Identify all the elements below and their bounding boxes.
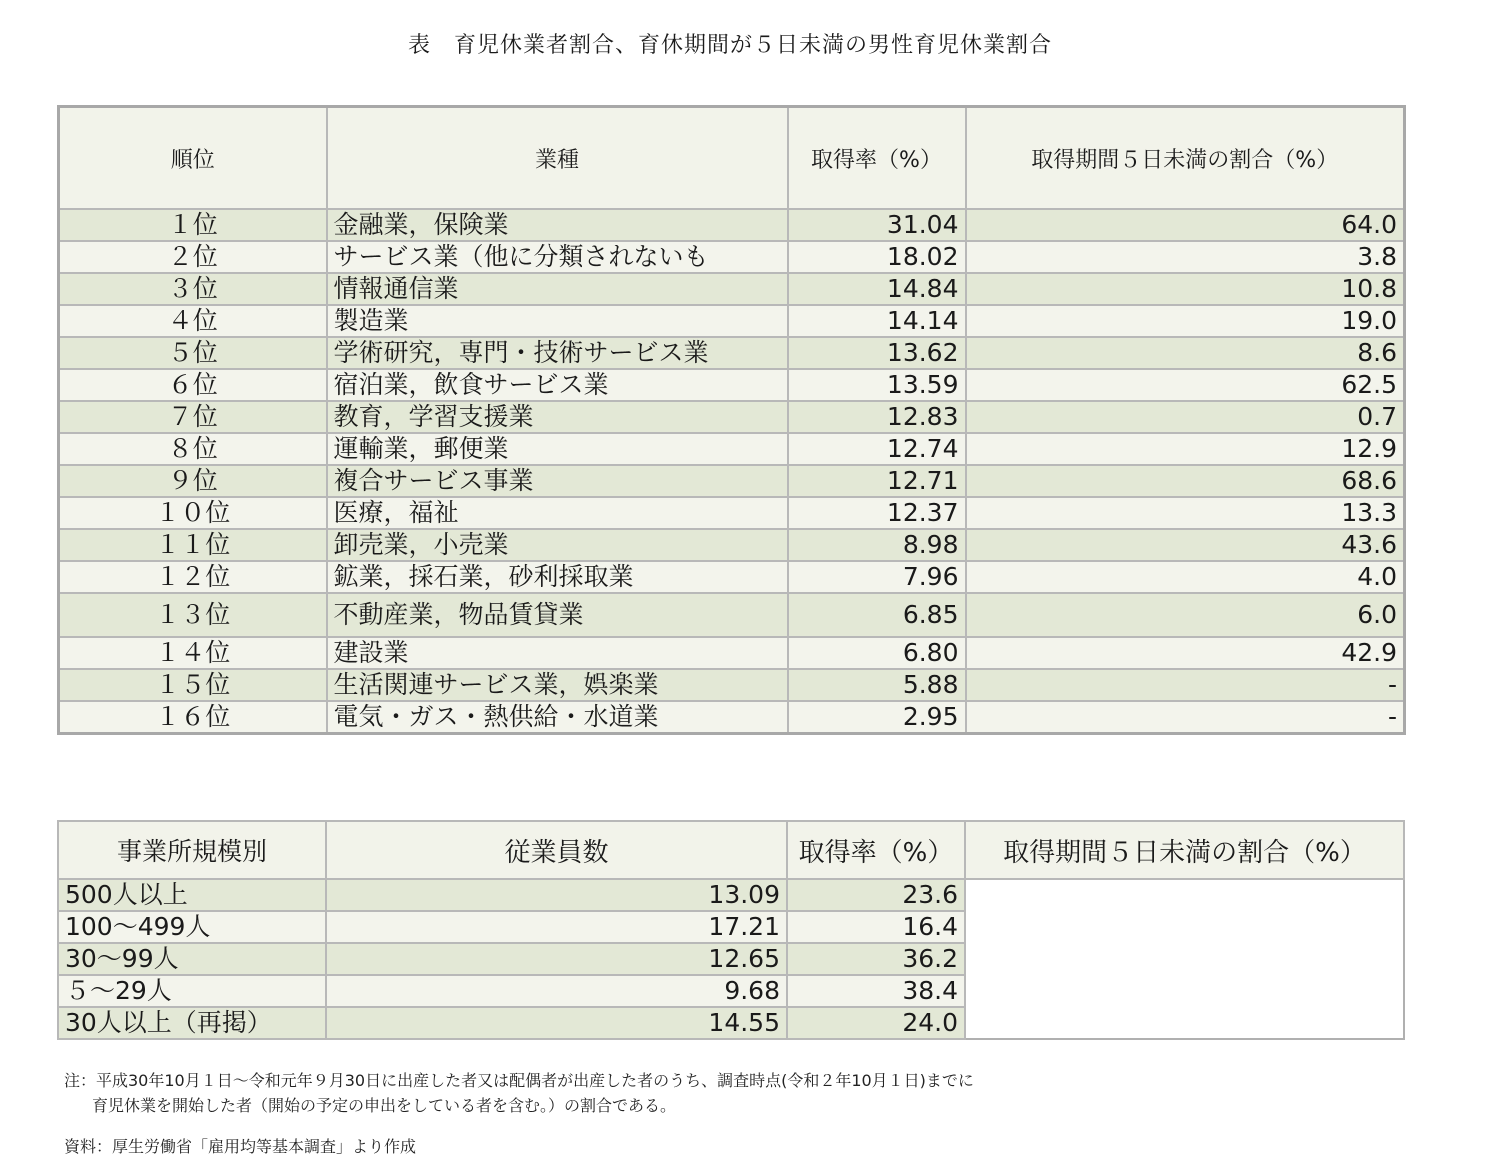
short-ratio-cell: 62.5: [966, 369, 1405, 401]
industry-table: [57, 105, 1406, 735]
rate-cell: 13.09: [326, 879, 787, 911]
footnote-line-2: 育児休業を開始した者（開始の予定の申出をしている者を含む。）の割合である。: [92, 1096, 677, 1115]
rate-cell: 12.83: [788, 401, 966, 433]
industry-cell: 医療，福祉: [327, 497, 788, 529]
table-row: [59, 561, 1405, 593]
industry-cell: 製造業: [327, 305, 788, 337]
short-ratio-cell: 12.9: [966, 433, 1405, 465]
company-size-table: [57, 820, 1405, 1040]
short-ratio-cell: 64.0: [966, 209, 1405, 241]
rate-cell: 14.55: [326, 1007, 787, 1039]
rate-cell: 14.84: [788, 273, 966, 305]
rate-cell: 7.96: [788, 561, 966, 593]
rank-cell: ５位: [59, 337, 327, 369]
rate-cell: 13.59: [788, 369, 966, 401]
short-ratio-cell: 10.8: [966, 273, 1405, 305]
short-ratio-cell: 23.6: [787, 879, 965, 911]
header-rate: 取得率（%）: [788, 107, 966, 210]
rate-cell: 31.04: [788, 209, 966, 241]
short-ratio-cell: 4.0: [966, 561, 1405, 593]
rank-cell: １５位: [59, 669, 327, 701]
short-ratio-cell: 36.2: [787, 943, 965, 975]
footnote: [64, 1068, 974, 1118]
rank-cell: ３位: [59, 273, 327, 305]
size-cell: 30人以上（再掲）: [58, 1007, 326, 1039]
rank-cell: １０位: [59, 497, 327, 529]
industry-cell: 不動産業，物品賃貸業: [327, 593, 788, 637]
short-ratio-cell: -: [966, 669, 1405, 701]
rate-cell: 12.74: [788, 433, 966, 465]
industry-cell: 生活関連サービス業，娯楽業: [327, 669, 788, 701]
rate-cell: 2.95: [788, 701, 966, 734]
header-rate: 取得率（%）: [787, 821, 965, 879]
rank-cell: ８位: [59, 433, 327, 465]
short-ratio-cell: 19.0: [966, 305, 1405, 337]
rank-cell: ７位: [59, 401, 327, 433]
industry-cell: 複合サービス事業: [327, 465, 788, 497]
rank-cell: １６位: [59, 701, 327, 734]
table-row: [59, 209, 1405, 241]
table-row: [59, 669, 1405, 701]
rate-cell: 6.80: [788, 637, 966, 669]
short-ratio-cell: 3.8: [966, 241, 1405, 273]
industry-cell: 運輸業，郵便業: [327, 433, 788, 465]
table-row: [58, 943, 1404, 975]
industry-cell: 電気・ガス・熱供給・水道業: [327, 701, 788, 734]
rate-cell: 8.98: [788, 529, 966, 561]
short-ratio-cell: 38.4: [787, 975, 965, 1007]
short-ratio-cell: 24.0: [787, 1007, 965, 1039]
rank-cell: １位: [59, 209, 327, 241]
source-note: 資料：厚生労働省「雇用均等基本調査」より作成: [64, 1137, 417, 1156]
industry-cell: 情報通信業: [327, 273, 788, 305]
industry-cell: 卸売業，小売業: [327, 529, 788, 561]
rank-cell: １３位: [59, 593, 327, 637]
short-ratio-cell: 43.6: [966, 529, 1405, 561]
table-row: [59, 241, 1405, 273]
header-short-ratio: 取得期間５日未満の割合（%）: [966, 107, 1405, 210]
short-ratio-cell: 42.9: [966, 637, 1405, 669]
industry-cell: 建設業: [327, 637, 788, 669]
size-cell: 30〜99人: [58, 943, 326, 975]
header-industry: 業種: [327, 107, 788, 210]
table-row: [59, 305, 1405, 337]
industry-cell: 学術研究，専門・技術サービス業: [327, 337, 788, 369]
table-row: [59, 497, 1405, 529]
rate-cell: 6.85: [788, 593, 966, 637]
rate-cell: 14.14: [788, 305, 966, 337]
size-cell: 500人以上: [58, 879, 326, 911]
page-title: 表 育児休業者割合、育休期間が５日未満の男性育児休業割合: [407, 33, 1052, 58]
table-row: [59, 701, 1405, 734]
short-ratio-cell: 13.3: [966, 497, 1405, 529]
table-row: [59, 401, 1405, 433]
size-cell: 100〜499人: [58, 911, 326, 943]
rate-cell: 5.88: [788, 669, 966, 701]
industry-cell: 鉱業，採石業，砂利採取業: [327, 561, 788, 593]
short-ratio-cell: 68.6: [966, 465, 1405, 497]
table-row: [59, 529, 1405, 561]
header-rank: 順位: [59, 107, 327, 210]
short-ratio-cell: 0.7: [966, 401, 1405, 433]
rank-cell: ６位: [59, 369, 327, 401]
table-row: [59, 433, 1405, 465]
rate-cell: 12.71: [788, 465, 966, 497]
short-ratio-cell: 16.4: [787, 911, 965, 943]
rate-cell: 13.62: [788, 337, 966, 369]
rank-cell: ４位: [59, 305, 327, 337]
header-short-ratio: 取得期間５日未満の割合（%）: [965, 821, 1404, 879]
rate-cell: 12.37: [788, 497, 966, 529]
rate-cell: 17.21: [326, 911, 787, 943]
rate-cell: 9.68: [326, 975, 787, 1007]
table-row: [59, 593, 1405, 637]
table-row: [58, 975, 1404, 1007]
industry-cell: 金融業，保険業: [327, 209, 788, 241]
header-employees: 従業員数: [326, 821, 787, 879]
table-row: [58, 911, 1404, 943]
table-row: [59, 465, 1405, 497]
table-row: [59, 337, 1405, 369]
short-ratio-cell: -: [966, 701, 1405, 734]
rate-cell: 12.65: [326, 943, 787, 975]
size-cell: ５〜29人: [58, 975, 326, 1007]
table-row: [58, 879, 1404, 911]
rank-cell: １１位: [59, 529, 327, 561]
industry-cell: 教育，学習支援業: [327, 401, 788, 433]
footnote-line-1: 注：平成30年10月１日〜令和元年９月30日に出産した者又は配偶者が出産した者のうち、調査時点(令和２年10月１日)までに: [64, 1071, 974, 1090]
rank-cell: １４位: [59, 637, 327, 669]
industry-cell: 宿泊業，飲食サービス業: [327, 369, 788, 401]
industry-cell: サービス業（他に分類されないも: [327, 241, 788, 273]
table-row: [58, 1007, 1404, 1039]
short-ratio-cell: 6.0: [966, 593, 1405, 637]
rank-cell: ２位: [59, 241, 327, 273]
rate-cell: 18.02: [788, 241, 966, 273]
rank-cell: ９位: [59, 465, 327, 497]
group-label: 事業所規模別: [58, 821, 326, 879]
short-ratio-cell: 8.6: [966, 337, 1405, 369]
table-row: [59, 369, 1405, 401]
table-row: [59, 273, 1405, 305]
rank-cell: １２位: [59, 561, 327, 593]
table-row: [59, 637, 1405, 669]
